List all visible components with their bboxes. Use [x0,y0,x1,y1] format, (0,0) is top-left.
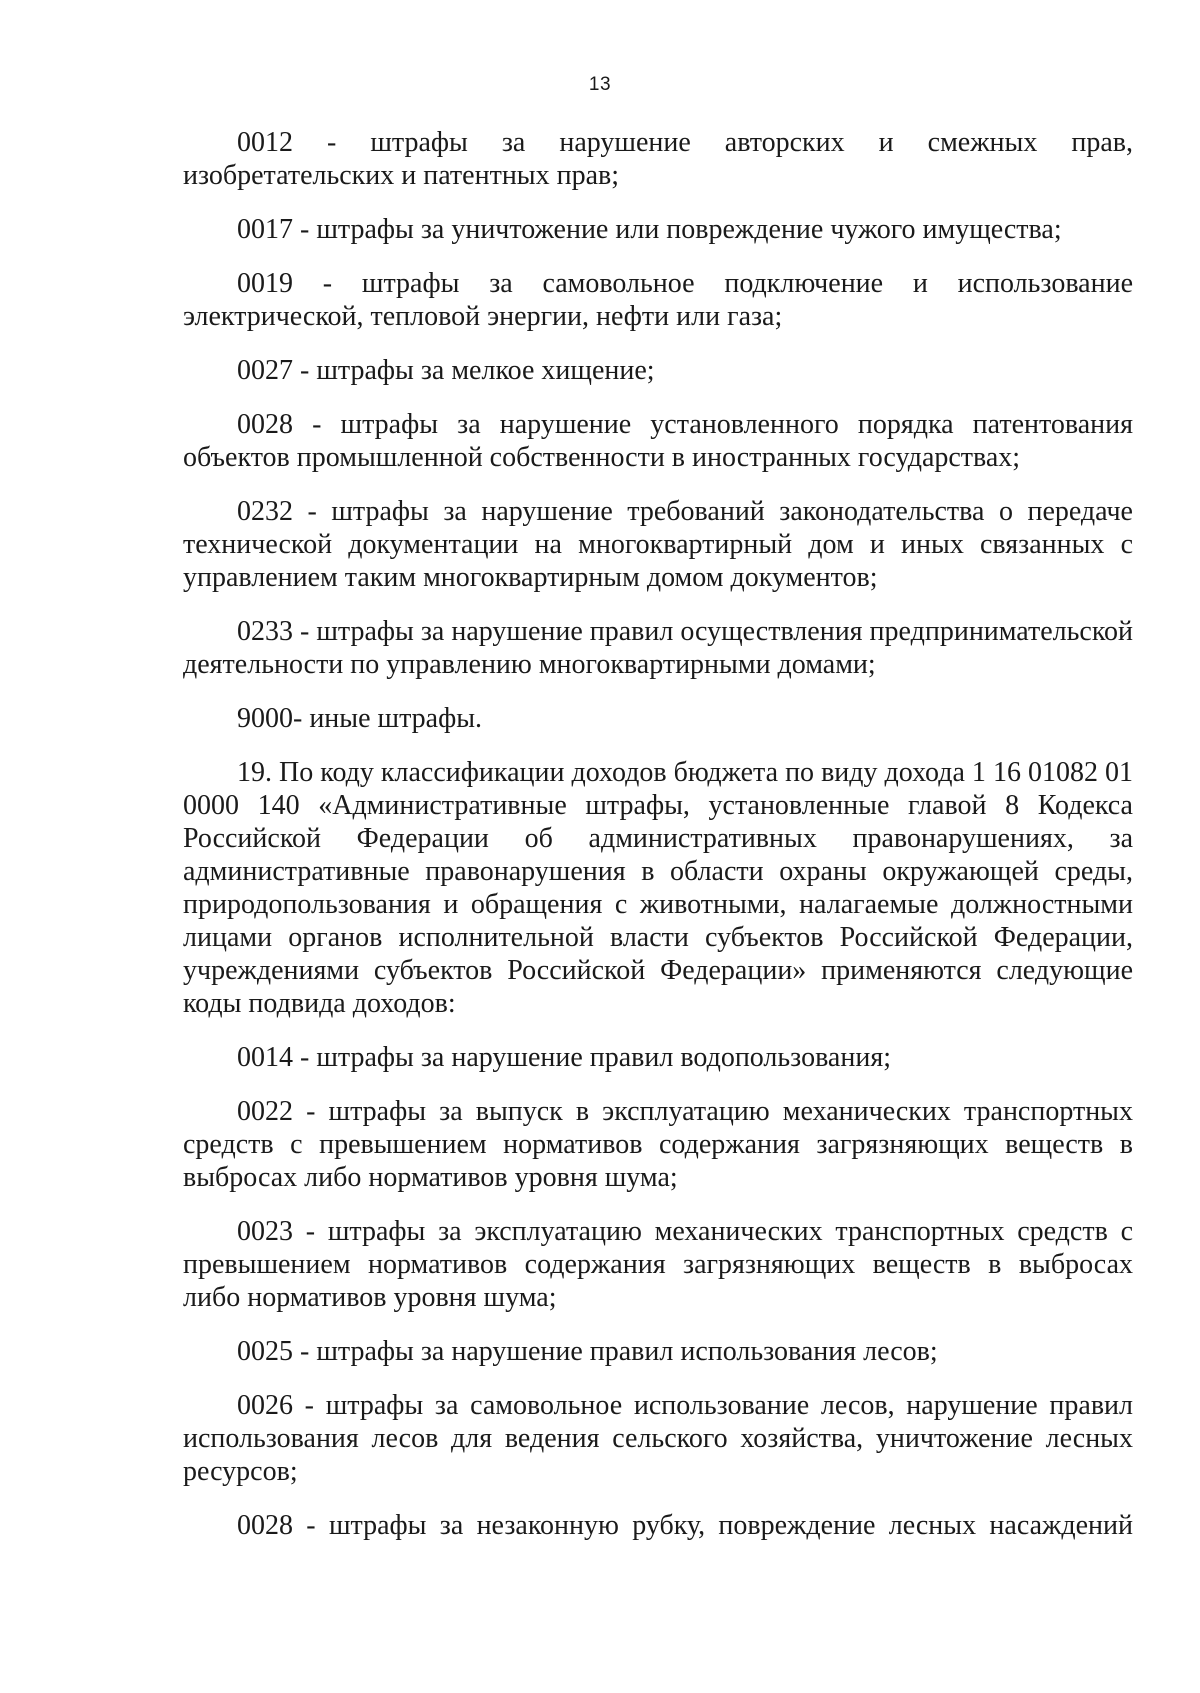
page-number: 13 [588,74,612,95]
paragraph-code-0233: 0233 - штрафы за нарушение правил осуществления предпринимательской деятельности по управлению многоквартирными домами; [183,616,1134,680]
paragraph-code-0028-forest: 0028 - штрафы за незаконную рубку, повреждение лесных насаждений [237,1510,1133,1541]
paragraph-code-0023: 0023 - штрафы за эксплуатацию механических транспортных средств с превышением нормативов содержания загрязняющих веществ в выбросах либо нормативов уровня шума; [183,1216,1133,1313]
paragraph-code-0026: 0026 - штрафы за самовольное использование лесов, нарушение правил использования лесов для ведения сельского хозяйства, уничтожение лесных ресурсов; [183,1390,1133,1487]
paragraph-code-0019: 0019 - штрафы за самовольное подключение и использование электрической, тепловой энергии, нефти или газа; [183,268,1133,332]
paragraph-code-0022: 0022 - штрафы за выпуск в эксплуатацию механических транспортных средств с превышением нормативов содержания загрязняющих веществ в выбросах либо нормативов уровня шума; [183,1096,1133,1193]
paragraph-code-0028: 0028 - штрафы за нарушение установленного порядка патентования объектов промышленной собственности в иностранных государствах; [183,409,1133,473]
paragraph-code-0012: 0012 - штрафы за нарушение авторских и смежных прав, изобретательских и патентных прав; [183,127,1133,191]
paragraph-code-0232: 0232 - штрафы за нарушение требований законодательства о передаче технической документации на многоквартирный дом и иных связанных с управлением таким многоквартирным домом документов; [183,496,1133,593]
paragraph-code-9000: 9000- иные штрафы. [237,703,483,734]
document-body [183,126,1133,1563]
paragraph-code-0017: 0017 - штрафы за уничтожение или повреждение чужого имущества; [237,214,1062,245]
paragraph-section-19: 19. По коду классификации доходов бюджета по виду дохода 1 16 01082 01 0000 140 «Административные штрафы, установленные главой 8 Кодекса Российской Федерации об административных правонарушениях, за административные правонарушения в области охраны окружающей среды, природопользования и обращения с животными, налагаемые должностными лицами органов исполнительной власти субъектов Российской Федерации, учреждениями субъектов Российской Федерации» применяются следующие коды подвида доходов: [183,757,1133,1019]
paragraph-code-0014: 0014 - штрафы за нарушение правил водопользования; [237,1042,891,1073]
paragraph-code-0025: 0025 - штрафы за нарушение правил использования лесов; [237,1336,938,1367]
paragraph-code-0027: 0027 - штрафы за мелкое хищение; [237,355,655,386]
